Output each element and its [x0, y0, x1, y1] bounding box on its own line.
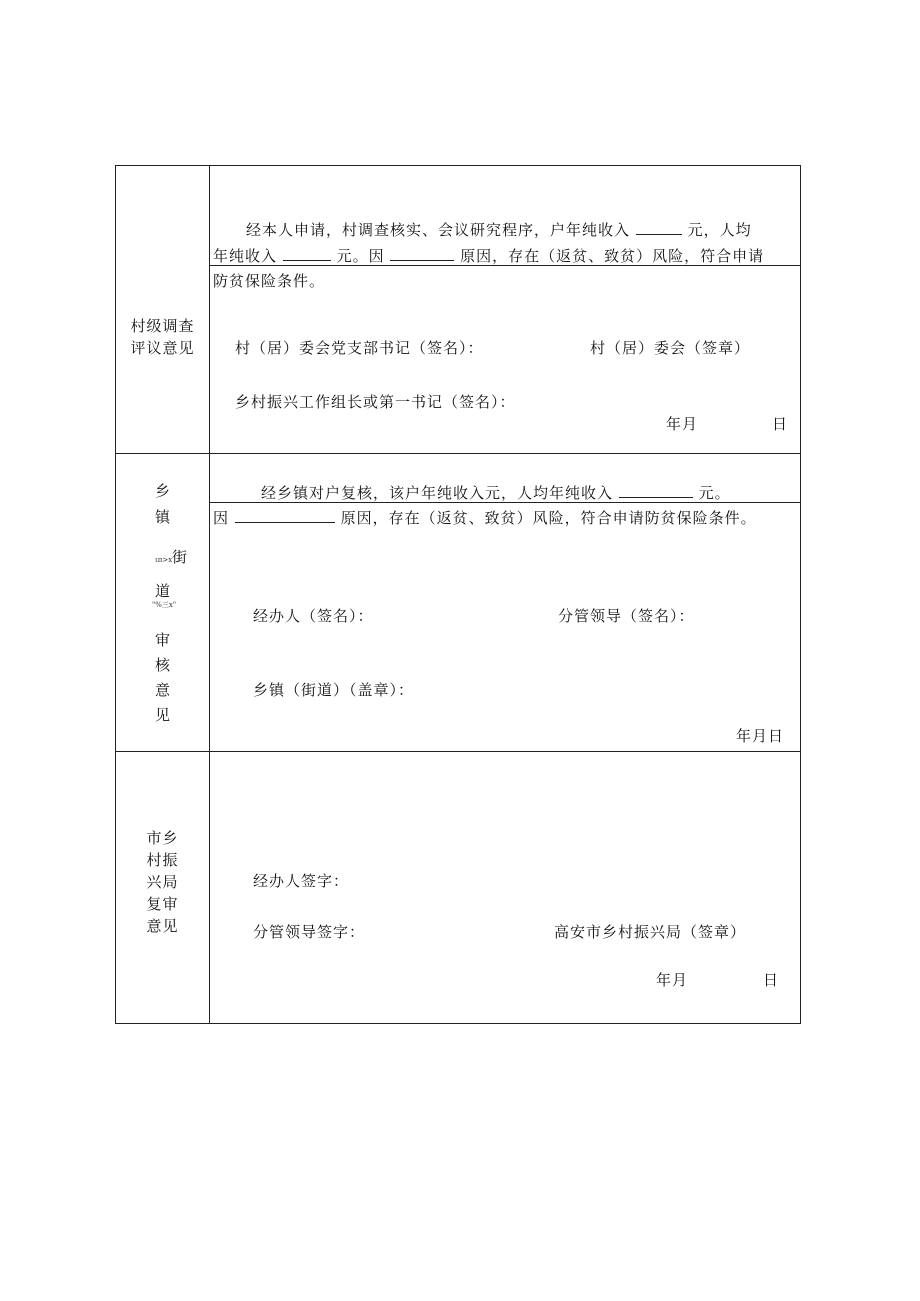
row-divider-1 — [116, 453, 800, 454]
township-per-capita-blank[interactable] — [619, 483, 693, 498]
township-label-char-8: 见 — [154, 706, 171, 724]
village-paragraph-line3: 防贫保险条件。 — [213, 272, 326, 290]
city-label-line1: 市乡 — [146, 829, 179, 847]
township-label-char-6: 核 — [154, 656, 171, 674]
party-secretary-signature: 村（居）委会党支部书记（签名）： — [235, 339, 484, 357]
township-label-char-5: 审 — [154, 631, 171, 649]
township-leader-signature: 分管领导（签名）： — [558, 607, 695, 625]
township-tiny-mark-a: ιπ>x — [155, 556, 173, 564]
township-paragraph-line1: 经乡镇对户复核，该户年纯收入元，人均年纯收入 元。 — [261, 484, 731, 502]
column-divider — [209, 166, 210, 1023]
city-section-label — [116, 827, 209, 937]
village-paragraph-line1: 经本人申请，村调查核实、会议研究程序，户年纯收入 元，人均 — [246, 221, 752, 239]
village-paragraph-line2: 年纯收入 元。因 原因，存在（返贫、致贫）风险，符合申请 — [213, 247, 765, 265]
village-section-label — [116, 315, 209, 359]
township-label-char-1: 乡 — [154, 482, 171, 500]
village-committee-seal: 村（居）委会（签章） — [590, 339, 751, 357]
city-leader-signature: 分管领导签字： — [253, 923, 366, 941]
township-tiny-mark-b: "%三x" — [152, 601, 177, 609]
row-divider-2 — [116, 751, 800, 752]
city-handler-signature: 经办人签字： — [253, 872, 350, 890]
first-secretary-signature: 乡村振兴工作组长或第一书记（签名）： — [235, 393, 516, 411]
inner-rule-2 — [209, 502, 800, 503]
per-capita-income-blank[interactable] — [283, 246, 331, 261]
township-paragraph-line2: 因 原因，存在（返贫、致贫）风险，符合申请防贫保险条件。 — [213, 509, 757, 527]
township-label-char-4: 道 — [154, 582, 171, 600]
village-date-year-month: 年月 — [666, 415, 699, 433]
reason-blank[interactable] — [390, 246, 454, 261]
city-label-line2: 村振 — [146, 851, 179, 869]
township-handler-signature: 经办人（签名）： — [253, 607, 374, 625]
township-label-char-2: 镇 — [154, 508, 171, 526]
city-label-line3: 兴局 — [146, 873, 179, 891]
village-label-line2: 评议意见 — [130, 339, 195, 357]
township-date: 年月日 — [736, 727, 785, 745]
township-seal: 乡镇（街道）（盖章）： — [253, 681, 415, 699]
township-reason-blank[interactable] — [235, 508, 335, 523]
city-date-day: 日 — [763, 971, 780, 989]
city-label-line5: 意见 — [146, 917, 179, 935]
inner-rule-1 — [209, 265, 800, 266]
review-form-table — [115, 165, 801, 1024]
household-income-blank[interactable] — [636, 220, 682, 235]
township-label-char-3: 街 — [171, 548, 188, 566]
city-date-year-month: 年月 — [656, 971, 689, 989]
village-label-line1: 村级调查 — [130, 317, 195, 335]
village-date-day: 日 — [772, 415, 789, 433]
city-bureau-seal: 高安市乡村振兴局（签章） — [554, 923, 747, 941]
township-label-char-7: 意 — [154, 681, 171, 699]
city-label-line4: 复审 — [146, 895, 179, 913]
